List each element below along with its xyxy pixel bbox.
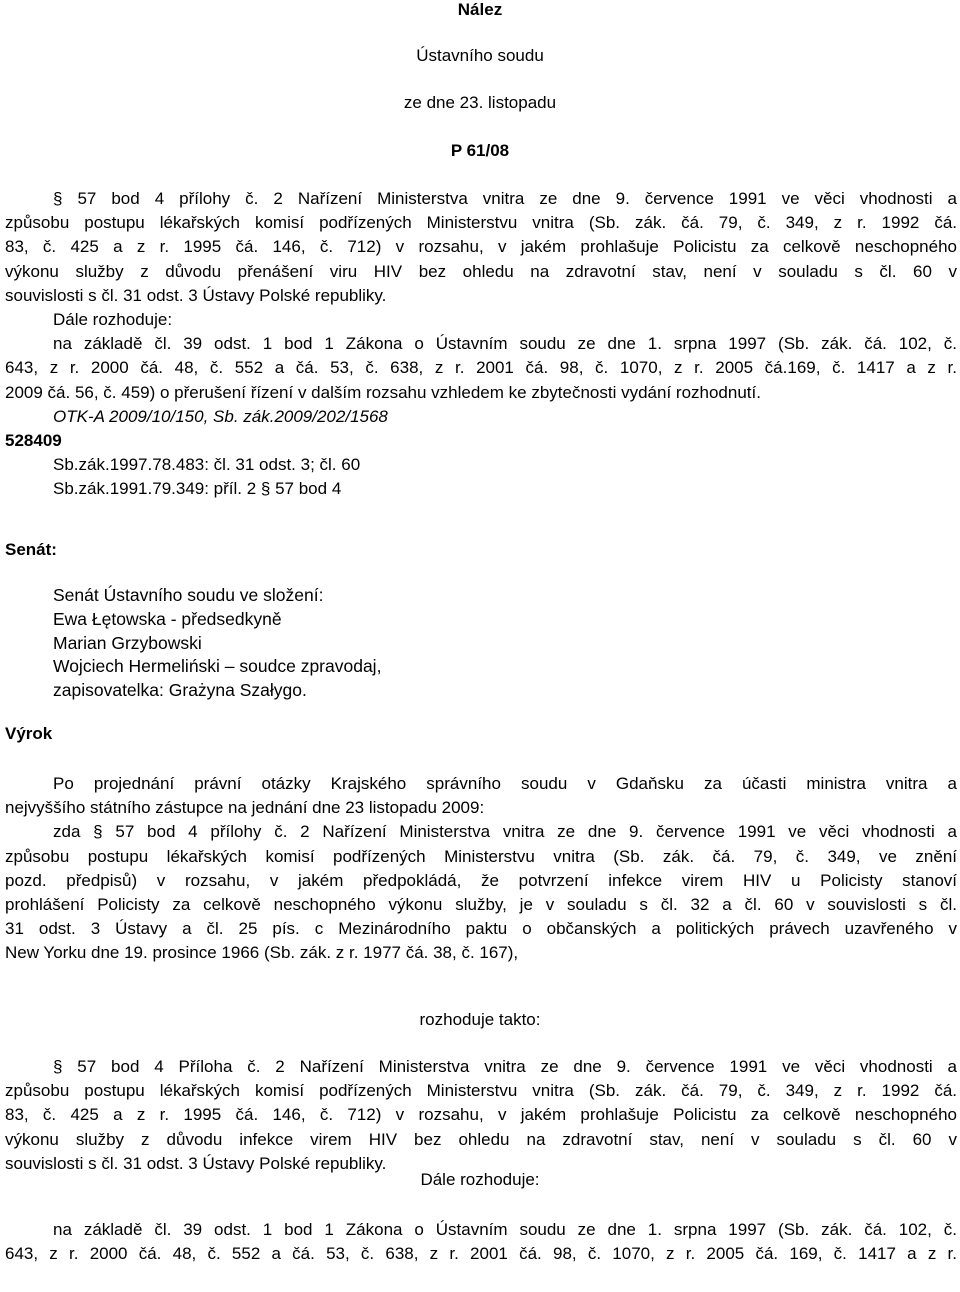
further-decides-label: Dále rozhoduje: — [53, 310, 173, 330]
senate-chair: Ewa Łętowska - předsedkyně — [53, 608, 282, 629]
court-name: Ústavního soudu — [416, 46, 544, 65]
verdict-ruling-block — [5, 1055, 957, 1176]
reference-id: 528409 — [5, 431, 62, 451]
legal-basis-line: 2009 čá. 56, č. 459) o přerušení řízení v dalším rozsahu vzhledem ke zbytečnosti vydání rozhodnutí. — [5, 382, 761, 402]
summary-block — [5, 187, 957, 502]
verdict-line: New Yorku dne 19. prosince 1966 (Sb. zák. z r. 1977 čá. 38, č. 167), — [5, 943, 519, 963]
reference-otk: OTK-A 2009/10/150, Sb. zák.2009/202/1568 — [53, 406, 388, 426]
ruling-line: § 57 bod 4 Příloha č. 2 Nařízení Ministerstva vnitra ze dne 9. července 1991 ve věci vhodnosti a — [53, 1057, 957, 1076]
summary-line: výkonu služby z důvodu přenášení viru HIV bez ohledu na zdravotní stav, není v souladu s čl. 60 v — [5, 261, 957, 281]
senate-heading: Senát: — [5, 540, 57, 559]
document-title: Nález — [457, 0, 503, 19]
final-basis-line: na základě čl. 39 odst. 1 bod 1 Zákona o Ústavním soudu ze dne 1. srpna 1997 (Sb. zák. čá. 102, č. — [53, 1220, 957, 1239]
case-number: P 61/08 — [450, 141, 510, 160]
ruling-line: způsobu postupu lékařských komisí podřízených Ministerstvu vnitra (Sb. zák. čá. 79, č. 349, z r. 1992 čá. — [5, 1081, 957, 1101]
ruling-line: souvislosti s čl. 31 odst. 3 Ústavy Polské republiky. — [5, 1153, 387, 1173]
final-basis-line: 643, z r. 2000 čá. 48, č. 552 a čá. 53, č. 638, z r. 2001 čá. 98, č. 1070, z r. 2005 čá. 169, č. 1417 a z r. — [5, 1244, 957, 1264]
ruling-line: výkonu služby z důvodu infekce virem HIV bez ohledu na zdravotní stav, není v souladu s čl. 60 v — [5, 1129, 957, 1149]
verdict-heading: Výrok — [5, 724, 53, 743]
legal-basis-line: na základě čl. 39 odst. 1 bod 1 Zákona o Ústavním soudu ze dne 1. srpna 1997 (Sb. zák. čá. 102, č. — [53, 334, 957, 354]
ruling-line: 83, č. 425 a z r. 1995 čá. 146, č. 712) v rozsahu, v jakém prohlašuje Policistu za celkově neschopného — [5, 1105, 957, 1125]
verdict-line: pozd. předpisů) v rozsahu, v jakém předpokládá, že potvrzení infekce virem HIV u Policisty stanoví — [5, 870, 957, 890]
verdict-line: Po projednání právní otázky Krajského správního soudu v Gdaňsku za účasti ministra vnitra a — [53, 774, 957, 793]
summary-line: § 57 bod 4 přílohy č. 2 Nařízení Ministerstva vnitra ze dne 9. července 1991 ve věci vhodnosti a — [53, 189, 957, 208]
verdict-line: zda § 57 bod 4 přílohy č. 2 Nařízení Ministerstva vnitra ze dne 9. července 1991 ve věci vhodnosti a — [53, 822, 957, 842]
reference-law-1991: Sb.zák.1991.79.349: příl. 2 § 57 bod 4 — [53, 479, 342, 499]
final-basis-block — [5, 1218, 957, 1266]
senate-composition — [53, 584, 381, 703]
senate-member: Marian Grzybowski — [53, 632, 202, 653]
verdict-line: prohlášení Policisty za celkově neschopného výkonu služby, je v souladu s čl. 32 a čl. 60 v souvislosti s čl. — [5, 895, 957, 915]
summary-line: 83, č. 425 a z r. 1995 čá. 146, č. 712) v rozsahu, v jakém prohlašuje Policistu za celkově neschopného — [5, 237, 957, 257]
verdict-question-block — [5, 772, 957, 966]
decides-label: rozhoduje takto: — [419, 1010, 541, 1029]
legal-basis-line: 643, z r. 2000 čá. 48, č. 552 a čá. 53, č. 638, z r. 2001 čá. 98, č. 1070, z r. 2005 čá.169, č. 1417 a z r. — [5, 358, 957, 378]
verdict-line: nejvyššího státního zástupce na jednání dne 23 listopadu 2009: — [5, 798, 485, 818]
summary-line: souvislosti s čl. 31 odst. 3 Ústavy Polské republiky. — [5, 285, 387, 305]
decision-date: ze dne 23. listopadu — [403, 93, 557, 112]
verdict-line: 31 odst. 3 Ústavy a čl. 25 pís. c Mezinárodního paktu o občanských a politických právech uzavřeného v — [5, 919, 957, 939]
senate-rapporteur: Wojciech Hermeliński – soudce zpravodaj, — [53, 656, 382, 677]
further-decides-label-2: Dále rozhoduje: — [420, 1170, 540, 1189]
senate-clerk: zapisovatelka: Grażyna Szałygo. — [53, 680, 307, 701]
senate-line: Senát Ústavního soudu ve složení: — [53, 585, 324, 605]
reference-law-1997: Sb.zák.1997.78.483: čl. 31 odst. 3; čl. 60 — [53, 455, 361, 475]
verdict-line: způsobu postupu lékařských komisí podřízených Ministerstvu vnitra (Sb. zák. čá. 79, č. 349, ve znění — [5, 846, 957, 866]
summary-line: způsobu postupu lékařských komisí podřízených Ministerstvu vnitra (Sb. zák. čá. 79, č. 349, z r. 1992 čá. — [5, 213, 957, 233]
